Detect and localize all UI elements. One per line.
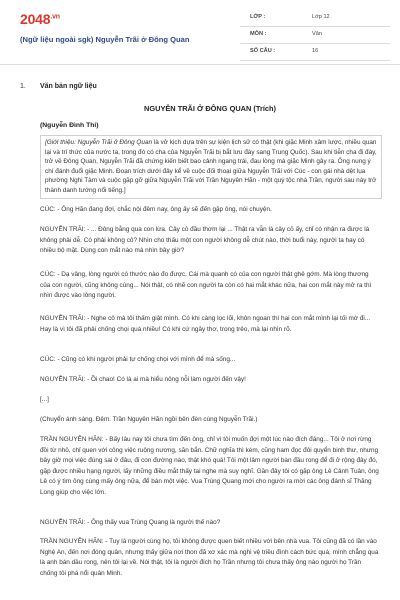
meta-value: Lớp 12 bbox=[312, 14, 330, 20]
dialogue-paragraph: NGUYỄN TRÃI: - Ồi chao! Có là ai mà hiểu nông nỗi làm người đến vậy! bbox=[40, 376, 246, 383]
dialogue-paragraph: CÚC: - Dạ vâng, lòng người có thước nào đo được. Cái mà quanh có của con người thật ghê gớm. Mà lòng thương của con người, cũng không cùng... Nói thật, có nhẽ con người ta còn có hai mắt khác nữa, hai con mắt này mở ra thì nhìn được vào lòng người. bbox=[40, 271, 372, 299]
meta-label: MÔN : bbox=[250, 31, 267, 37]
work-title: NGUYỄN TRÃI Ở ĐÔNG QUAN (Trích) bbox=[144, 104, 276, 113]
stage-direction: (Chuyển ánh sáng. Đêm. Trần Nguyên Hãn ngồi bên đèn cùng Nguyễn Trãi.) bbox=[40, 416, 258, 423]
site-logo[interactable] bbox=[20, 11, 60, 27]
dialogue-paragraph: TRẦN NGUYÊN HÃN: - Bấy lâu nay tôi chưa tìm đến ông, chỉ vì tôi muốn đợi một lúc nào đích đáng... Tôi ở nơi rừng đồi từ nhỏ, chỉ quen với công việc ruộng nương, săn bắn. Chữ nghĩa thì kém, cũng ham đọc đôi quyển binh thư, nhưng bây giờ mọi việc đúng sai ở đâu, đi con đường nào, thật khó quá! Tôi một lâm người bàn đầu rong để đi ở rộng đây đó, gặp được nhiều hạng người, lấy những điều mắt thấy tai nghe mà suy nghĩ. Gần đây tôi có gặp ông Lê Cảnh Tuân, ông Lê có ý tìm ông cùng mấy ông nữa, để bàn một việc. Vua Trùng Quang mới cho người ra mời các ông đánh sĩ Thăng Long giúp cho việc lớn. bbox=[40, 436, 379, 496]
logo-domain: .vn bbox=[50, 13, 60, 21]
dialogue-paragraph: NGUYỄN TRÃI: - ... Đông bằng qua con lừa. Cây cỏ đầu thơm lại ... Thật ra vẫn là cây cỏ ấy, chỉ có nhận ra được là không phải dễ. Có phải không cô? Nhìn cho thấu một con người không dễ chút nào, thời buổi này, người ta hay có nhiều bộ mặt. Dùng con mắt nào mà nhìn bây giờ? bbox=[40, 226, 370, 254]
document-title: (Ngữ liệu ngoài sgk) Nguyễn Trãi ở Đông Quan bbox=[20, 35, 190, 44]
page-header bbox=[0, 0, 400, 65]
dialogue-paragraph: NGUYỄN TRÃI: - Ông thấy vua Trùng Quang là người thế nào? bbox=[40, 519, 221, 526]
dialogue-paragraph: CÚC: - Ông Hãn đang đợi, chắc nội đêm nay, ông ấy sẽ đến gặp ông, nói chuyện. bbox=[40, 206, 272, 213]
section-title: Văn bản ngữ liệu bbox=[40, 83, 97, 90]
document-meta bbox=[240, 10, 390, 61]
intro-lead: [Giới thiệu: Nguyễn Trãi ở Đông Quan bbox=[45, 139, 153, 146]
meta-row-question-count bbox=[240, 44, 390, 61]
intro-box bbox=[40, 135, 382, 199]
question-number: 1. bbox=[20, 83, 26, 90]
meta-row-class bbox=[240, 10, 390, 27]
logo-text: 2048 bbox=[20, 11, 51, 27]
dialogue-paragraph: CÚC: - Cũng có khi người phải tự chống chọi với mình để mà sống... bbox=[40, 356, 236, 363]
meta-value: Văn bbox=[312, 31, 322, 37]
dialogue-paragraph: TRẦN NGUYÊN HÃN: - Tuy là người cùng họ, tôi không được quen biết nhiều với bên nhà vua. Tôi cũng đã có lần vào Nghệ An, đến nơi đóng quân, nhưng thấy giữa nơi thon đã xơ xác mà nghi vệ triều đình cách bức quá, mình chẳng qua là anh bán dầu rong, nên tôi lại về. Nói thật, tôi là người đích họ Trần nhưng tôi chưa thấy ông nào người họ Trần chống tôi phá nổi quân Minh. bbox=[40, 538, 379, 577]
meta-value: 16 bbox=[312, 48, 319, 54]
meta-row-subject bbox=[240, 27, 390, 44]
intro-paragraph bbox=[45, 138, 377, 196]
ellipsis-marker: [...] bbox=[40, 396, 49, 403]
intro-text: là vở kịch dựa trên sự kiện lịch sử có thật (khi giặc Minh xâm lược, nhiều quan lại và trí thức của nước ta, trong đó có cha của Nguyễn Trãi bị bắt lưu đày sang Trung Quốc). Sau khi tiễn cha đi đày, trở về Đông Quan, Nguyễn Trãi đã chứng kiến biết bao cảnh ngang trái, đau lòng mà giặc Minh gây ra. Ông nung ý chí đánh đuổi giặc Minh. Đoạn trích dưới đây kể về cuộc đối thoại giữa Nguyễn Trãi với Cúc - con gái nhà dệt lụa phường Nghi Tàm và cuộc gặp gỡ giữa Nguyễn Trãi với Trần Nguyên Hãn - một quý tộc nhà Trần, người sau này trở thành danh tướng nổi tiếng.] bbox=[45, 139, 377, 194]
meta-label: LỚP : bbox=[250, 14, 266, 20]
meta-label: SỐ CÂU : bbox=[250, 48, 276, 54]
dialogue-paragraph: NGUYỄN TRÃI: - Nghe cô mà tôi thấm giật mình. Có khi càng lọc lõi, khôn ngoan thì hai con mắt mình lại tối mờ đi... Hay là vì tôi đã phải chống chọi quá nhiều! Có khi cứ ngây thơ, trong trẻo, mà lại nhìn rõ. bbox=[40, 315, 371, 333]
author-name: (Nguyễn Đình Thi) bbox=[40, 122, 99, 129]
